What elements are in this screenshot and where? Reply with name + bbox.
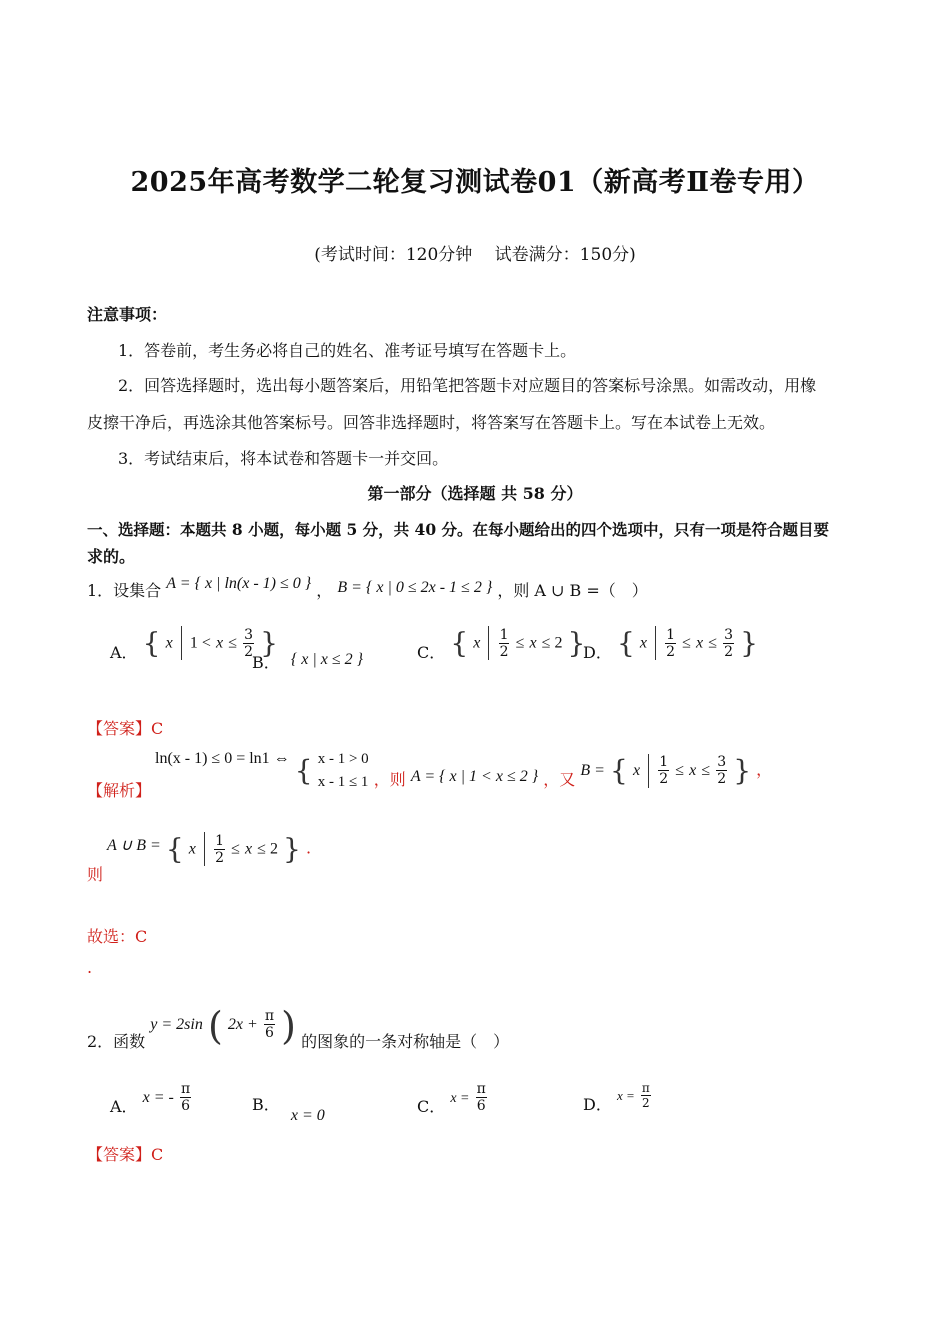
- q1-union-result: [107, 832, 311, 866]
- right-brace: }: [740, 626, 758, 660]
- le-sign: ≤: [708, 634, 718, 652]
- q1-option-d: [583, 626, 758, 660]
- fraction-pi-6: $\frac{\pi}{6}$: [180, 1081, 191, 1114]
- q2-func: y = 2sin: [150, 1015, 203, 1033]
- var-x: x: [639, 634, 647, 652]
- q1-stem: [87, 575, 648, 601]
- q2-option-b: [252, 1092, 325, 1124]
- le-sign: ≤: [228, 634, 237, 652]
- fraction-3-2: $\frac{3}{2}$: [724, 626, 734, 660]
- divider-bar: [181, 626, 182, 660]
- option-c-text: x =: [450, 1091, 470, 1106]
- fraction-1-2: $\frac{1}{2}$: [666, 626, 676, 660]
- right-brace: }: [733, 754, 752, 787]
- left-brace: {: [450, 626, 469, 660]
- q1-set-b: B = { x | 0 ≤ 2x - 1 ≤ 2 }: [337, 579, 493, 596]
- fraction-1-2: $\frac{1}{2}$: [215, 832, 224, 866]
- system-line-2: x - 1 ≤ 1: [317, 773, 369, 790]
- option-b-text: { x | x ≤ 2 }: [290, 651, 364, 668]
- fraction-1-2: $\frac{1}{2}$: [659, 754, 669, 787]
- union-prefix: A ∪ B =: [107, 836, 161, 854]
- q1-choose: 故选：C: [87, 927, 148, 946]
- var-x: x: [473, 634, 481, 652]
- analysis-also: ，又: [543, 770, 576, 789]
- q2-stem: [87, 990, 510, 1051]
- var-x: x: [529, 634, 537, 652]
- left-brace: {: [165, 832, 184, 866]
- part1-heading: 第一部分（选择题 共 58 分）: [367, 484, 583, 503]
- divider-bar: [204, 832, 205, 866]
- option-d-text: x =: [616, 1088, 635, 1103]
- q2-option-a: [110, 1081, 192, 1116]
- notice-item-2b: 皮擦干净后，再选涂其他答案标号。回答非选择题时，将答案写在答题卡上。写在本试卷上无效。: [87, 413, 776, 432]
- var-x: x: [689, 762, 697, 779]
- le-2: ≤ 2: [257, 840, 278, 858]
- le-2: ≤ 2: [541, 634, 563, 652]
- left-brace: {: [610, 754, 628, 787]
- fraction-pi-6: $\frac{\pi}{6}$: [264, 1007, 275, 1041]
- q2-option-d: [583, 1081, 652, 1114]
- le-sign: ≤: [515, 634, 525, 652]
- divider-bar: [488, 626, 489, 660]
- analysis-then: ，则: [373, 770, 406, 789]
- page-title: 2025年高考数学二轮复习测试卷01（新高考Ⅱ卷专用）: [130, 167, 820, 198]
- le-sign: ≤: [675, 762, 685, 779]
- notice-item-2a: 2．回答选择题时，选出每小题答案后，用铅笔把答题卡对应题目的答案标号涂黑。如需改动，用橡: [118, 376, 817, 395]
- q1-option-b: [252, 650, 363, 673]
- q1-then-label: 则: [87, 865, 104, 884]
- option-c-label: C．: [417, 1097, 446, 1116]
- analysis-expr: ln(x - 1) ≤ 0 = ln1 ⇔: [155, 750, 290, 767]
- system-brace: {: [294, 754, 313, 787]
- exam-info: (考试时间：120分钟 试卷满分：150分): [314, 245, 636, 265]
- inequality-system: [318, 748, 369, 793]
- notice-item-3: 3．考试结束后，将本试卷和答题卡一并交回。: [118, 449, 449, 468]
- fraction-1-2: $\frac{1}{2}$: [499, 626, 509, 660]
- q2-prefix: 2．函数: [87, 1031, 146, 1051]
- q1-answer: 【答案】C: [87, 719, 164, 738]
- option-b-text: x = 0: [290, 1107, 325, 1124]
- q1-option-c: [417, 626, 585, 660]
- var-x: x: [165, 634, 173, 652]
- right-paren: ): [281, 1004, 296, 1048]
- analysis-comma: ，: [756, 760, 773, 779]
- var-x: x: [216, 634, 224, 652]
- part1-instruction-b: 求的。: [87, 547, 136, 566]
- right-brace: }: [260, 626, 278, 660]
- var-x: x: [696, 634, 704, 652]
- q1-analysis-line: [155, 748, 772, 793]
- left-brace: {: [142, 626, 161, 660]
- left-paren: (: [207, 1004, 223, 1048]
- option-a-label: A．: [110, 1097, 138, 1116]
- option-a-label: A．: [110, 642, 138, 662]
- analysis-b-prefix: B =: [580, 762, 605, 779]
- option-a-text: x = -: [142, 1089, 174, 1106]
- notice-heading: 注意事项：: [87, 305, 168, 324]
- analysis-a-result: A = { x | 1 < x ≤ 2 }: [410, 768, 539, 785]
- option-b-label: B．: [252, 1095, 280, 1114]
- q2-answer: 【答案】C: [87, 1145, 164, 1164]
- le-sign: ≤: [231, 840, 240, 858]
- q1-sep: ，: [316, 581, 333, 600]
- option-d-label: D．: [583, 642, 612, 662]
- part1-instruction-a: 一、选择题：本题共 8 小题，每小题 5 分，共 40 分。在每小题给出的四个选项中，只有一项是符合题目要: [87, 520, 830, 539]
- q1-set-a: A = { x | ln(x - 1) ≤ 0 }: [166, 575, 312, 592]
- var-x: x: [632, 762, 641, 779]
- le-sign: ≤: [682, 634, 691, 652]
- union-period: .: [305, 838, 312, 858]
- var-x: x: [188, 840, 196, 858]
- right-brace: }: [283, 832, 301, 866]
- q1-prefix: 1．设集合: [87, 581, 162, 600]
- right-brace: }: [567, 626, 586, 660]
- fraction-pi-2: $\frac{\pi}{2}$: [641, 1081, 650, 1110]
- var-x: x: [244, 840, 253, 858]
- option-c-label: C．: [417, 642, 446, 662]
- fraction-3-2: $\frac{3}{2}$: [717, 754, 727, 787]
- system-line-1: x - 1 > 0: [317, 751, 369, 767]
- q1-dot: .: [87, 958, 93, 977]
- fraction-3-2: $\frac{3}{2}$: [244, 626, 253, 660]
- notice-item-1: 1．答卷前，考生务必将自己的姓名、准考证号填写在答题卡上。: [118, 341, 577, 360]
- lt-text: 1 <: [189, 634, 211, 652]
- left-brace: {: [616, 626, 635, 660]
- fraction-pi-6: $\frac{\pi}{6}$: [476, 1081, 486, 1114]
- q2-option-c: [417, 1081, 488, 1116]
- divider-bar: [648, 754, 649, 788]
- q1-suffix: ，则 A ∪ B =（ ）: [497, 581, 648, 600]
- divider-bar: [655, 626, 656, 660]
- option-d-label: D．: [583, 1095, 612, 1114]
- q1-analysis-label: 【解析】: [87, 781, 152, 800]
- option-b-label: B．: [252, 653, 280, 672]
- le-sign: ≤: [701, 762, 711, 779]
- q2-arg: 2x +: [227, 1015, 258, 1033]
- q2-suffix: 的图象的一条对称轴是（ ）: [301, 1031, 510, 1051]
